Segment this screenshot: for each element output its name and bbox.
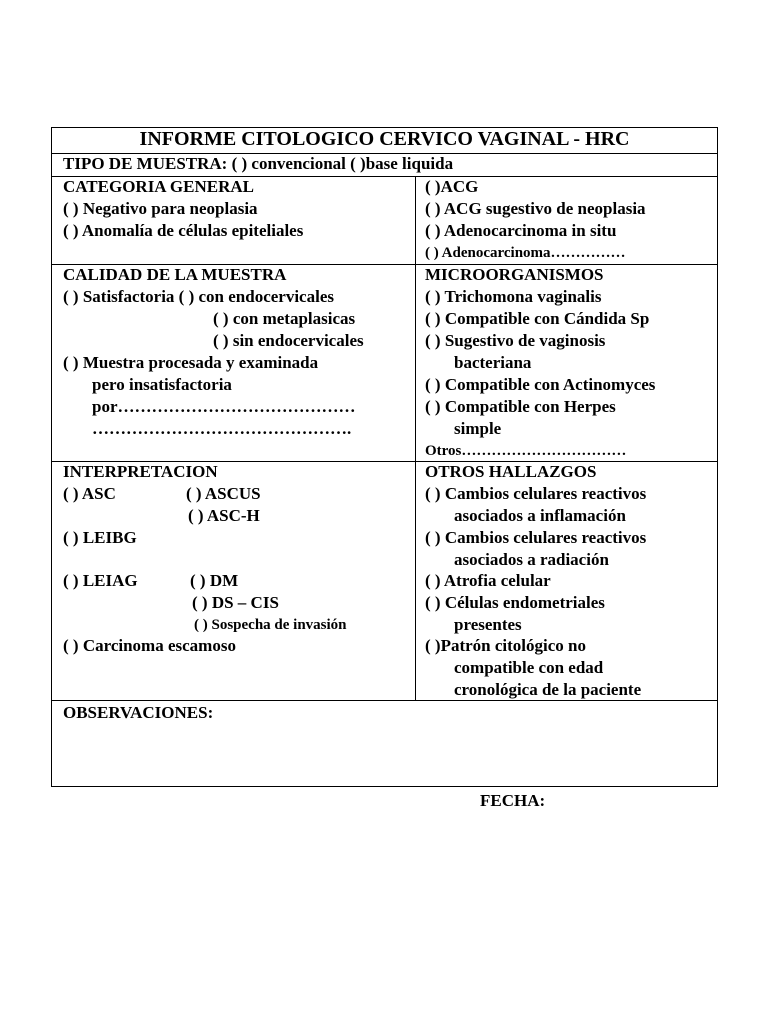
interp-item-asc: ( ) ASC [63, 484, 116, 503]
micro-item-vaginosis: ( ) Sugestivo de vaginosis [425, 331, 606, 350]
finding-item-radiation-cont: asociados a radiación [454, 550, 609, 569]
quality-item-unsatisfactory: pero insatisfactoria [92, 375, 232, 394]
interp-item-leiag: ( ) LEIAG [63, 571, 138, 590]
micro-item-vaginosis-cont: bacteriana [454, 353, 532, 372]
quality-item-reason-line-1: por…………………………………… [92, 397, 356, 416]
category-item-anomaly: ( ) Anomalía de células epiteliales [63, 221, 304, 240]
cytology-report-form [51, 127, 718, 787]
micro-item-trichomona: ( ) Trichomona vaginalis [425, 287, 602, 306]
finding-item-pattern: ( )Patrón citológico no [425, 636, 586, 655]
microorganisms-heading: MICROORGANISMOS [425, 265, 604, 284]
interp-item-asc-h: ( ) ASC-H [188, 506, 260, 525]
micro-item-herpes: ( ) Compatible con Herpes [425, 397, 616, 416]
interp-item-ds-cis: ( ) DS – CIS [192, 593, 279, 612]
acg-item-neoplasia: ( ) ACG sugestivo de neoplasia [425, 199, 646, 218]
quality-item-reason-line-2: ………………………………………. [92, 419, 352, 438]
finding-item-pattern-cont-1: compatible con edad [454, 658, 604, 677]
quality-item-sin-endocervicales: ( ) sin endocervicales [213, 331, 364, 350]
acg-item-in-situ: ( ) Adenocarcinoma in situ [425, 221, 617, 240]
finding-item-inflammation-cont: asociados a inflamación [454, 506, 626, 525]
quality-item-metaplasicas: ( ) con metaplasicas [213, 309, 356, 328]
acg-item-adenocarcinoma: ( ) Adenocarcinoma…………… [425, 245, 626, 261]
date-label: FECHA: [480, 791, 546, 810]
other-findings-heading: OTROS HALLAZGOS [425, 462, 597, 481]
observations-label: OBSERVACIONES: [63, 703, 214, 722]
interp-item-leibg: ( ) LEIBG [63, 528, 137, 547]
finding-item-radiation: ( ) Cambios celulares reactivos [425, 528, 647, 547]
category-heading: CATEGORIA GENERAL [63, 177, 254, 196]
finding-item-endometrial-cont: presentes [454, 615, 522, 634]
quality-heading: CALIDAD DE LA MUESTRA [63, 265, 287, 284]
interp-item-ascus: ( ) ASCUS [186, 484, 261, 503]
micro-item-actinomyces: ( ) Compatible con Actinomyces [425, 375, 656, 394]
form-title: INFORME CITOLOGICO CERVICO VAGINAL - HRC [139, 128, 630, 150]
micro-item-candida: ( ) Compatible con Cándida Sp [425, 309, 650, 328]
micro-item-otros: Otros…………………………… [425, 443, 627, 459]
finding-item-inflammation: ( ) Cambios celulares reactivos [425, 484, 647, 503]
category-item-negative: ( ) Negativo para neoplasia [63, 199, 258, 218]
sample-type-row: TIPO DE MUESTRA: ( ) convencional ( )base liquida [63, 154, 454, 173]
quality-item-processed: ( ) Muestra procesada y examinada [63, 353, 319, 372]
acg-item-acg: ( )ACG [425, 177, 479, 196]
column-divider [415, 176, 416, 700]
finding-item-endometrial: ( ) Células endometriales [425, 593, 605, 612]
quality-item-satisfactory: ( ) Satisfactoria ( ) con endocervicales [63, 287, 334, 306]
interpretation-heading: INTERPRETACION [63, 462, 218, 481]
finding-item-atrophy: ( ) Atrofia celular [425, 571, 551, 590]
micro-item-herpes-cont: simple [454, 419, 502, 438]
finding-item-pattern-cont-2: cronológica de la paciente [454, 680, 642, 699]
interp-item-invasion: ( ) Sospecha de invasión [194, 617, 347, 633]
interp-item-dm: ( ) DM [190, 571, 239, 590]
interp-item-carcinoma: ( ) Carcinoma escamoso [63, 636, 236, 655]
